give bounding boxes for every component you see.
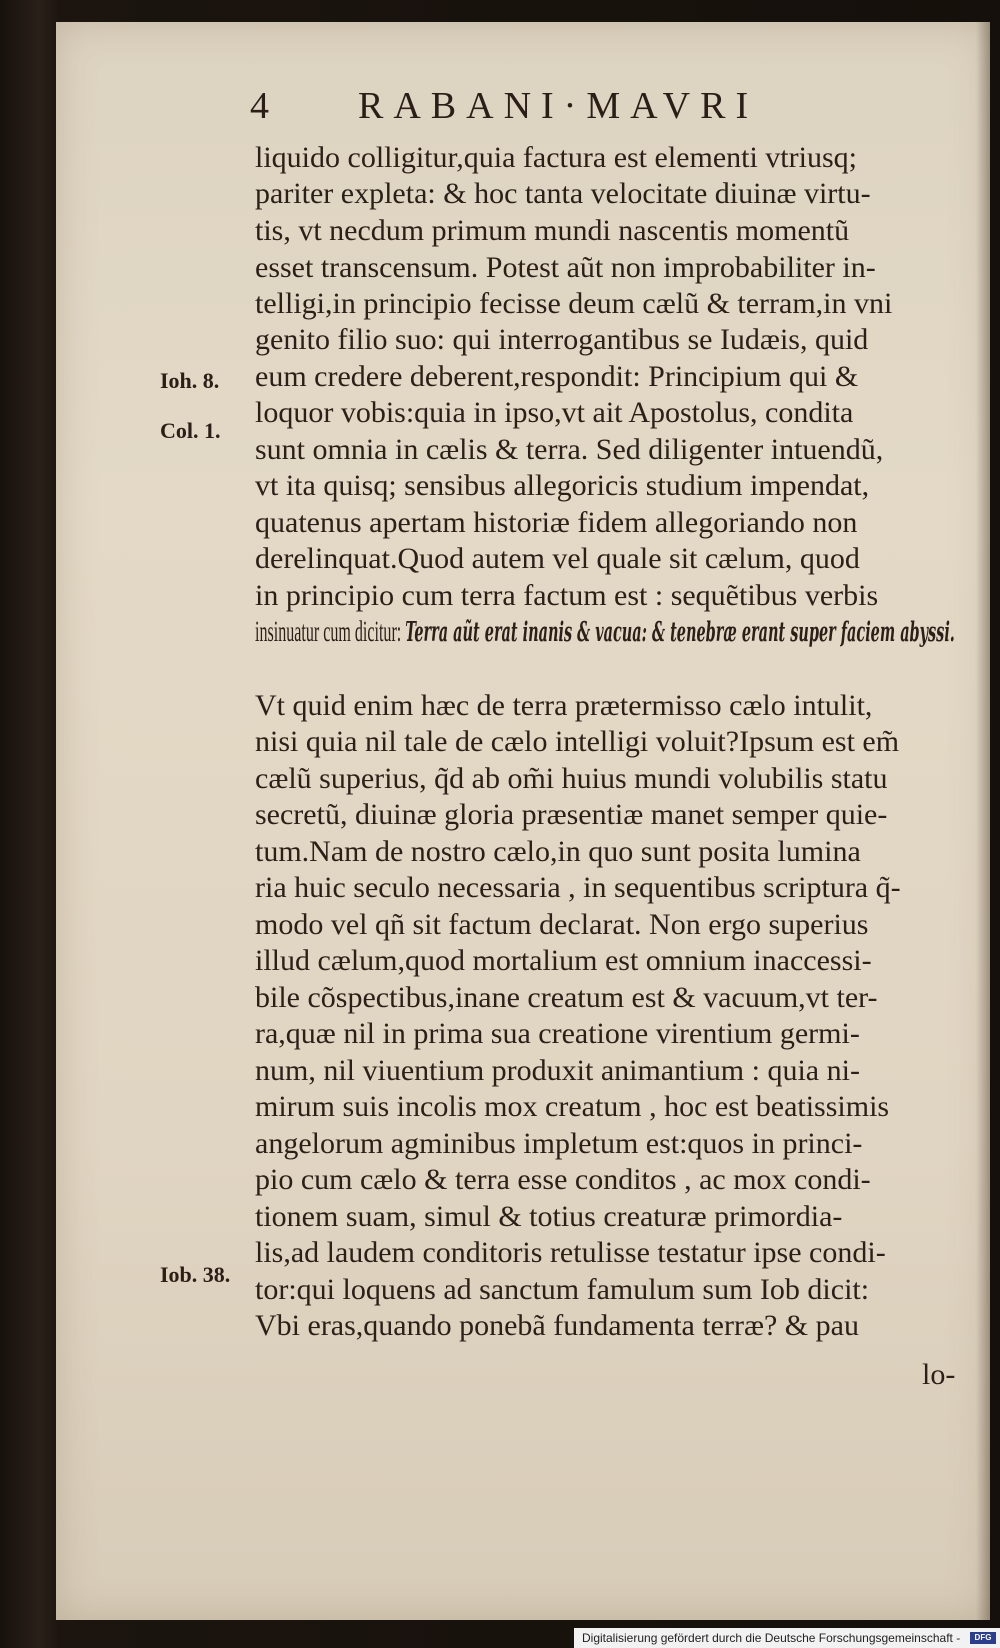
text-line: genito filio suo: qui interrogantibus se Iudæis, quid	[255, 323, 869, 356]
credit-text: Digitalisierung gefördert durch die Deutsche Forschungsgemeinschaft -	[582, 1631, 961, 1645]
text-line: mirum suis incolis mox creatum , hoc est beatissimis	[255, 1090, 890, 1123]
catchword: lo-	[922, 1358, 956, 1391]
text-line: tis, vt necdum primum mundi nascentis momentũ	[255, 214, 850, 247]
running-title: RABANI·MAVRI	[358, 85, 759, 127]
text-line: num, nil viuentium produxit animantium : quia ni-	[255, 1054, 860, 1087]
page-number: 4	[250, 85, 279, 127]
text-line: quatenus apertam historiæ fidem allegoriando non	[255, 506, 858, 539]
page-edge-shadow	[976, 22, 990, 1620]
page-header	[250, 84, 970, 134]
text-line: nisi quia nil tale de cælo intelligi voluit?Ipsum est em̃	[255, 725, 900, 758]
text-line: lis,ad laudem conditoris retulisse testatur ipse condi-	[255, 1236, 886, 1269]
text-line: Vbi eras,quando ponebã fundamenta terræ? & pau	[255, 1309, 859, 1342]
text-line-roman: insinuatur cum dicitur:	[255, 615, 402, 648]
text-line: ra,quæ nil in prima sua creatione virentium germi-	[255, 1017, 860, 1050]
digitization-credit	[574, 1628, 1000, 1648]
margin-note-colossians: Col. 1.	[160, 418, 221, 443]
text-line: liquido colligitur,quia factura est elementi vtriusq;	[255, 141, 857, 174]
text-line: angelorum agminibus impletum est:quos in princi-	[255, 1127, 863, 1160]
text-line: vt ita quisq; sensibus allegoricis studium impendat,	[255, 469, 870, 502]
blackletter-quotation: Terra aũt erat inanis & vacua: & tenebræ erant super faciem abyssi.	[405, 617, 955, 648]
text-line: cælũ superius, q̃d ab om̃i huius mundi volubilis statu	[255, 762, 888, 795]
text-line: telligi,in principio fecisse deum cælũ & terram,in vni	[255, 287, 893, 320]
text-line: eum credere deberent,respondit: Principium qui &	[255, 360, 859, 393]
text-line: tor:qui loquens ad sanctum famulum sum Iob dicit:	[255, 1273, 870, 1306]
text-line: derelinquat.Quod autem vel quale sit cælum, quod	[255, 542, 860, 575]
text-line: secretũ, diuinæ gloria præsentiæ manet semper quie-	[255, 798, 888, 831]
margin-note-job: Iob. 38.	[160, 1262, 231, 1287]
text-line: tionem suam, simul & totius creaturæ primordia-	[255, 1200, 843, 1233]
margin-note-john: Ioh. 8.	[160, 368, 220, 393]
text-line	[255, 612, 955, 652]
text-line: loquor vobis:quia in ipso,vt ait Apostolus, condita	[255, 396, 854, 429]
text-line: tum.Nam de nostro cælo,in quo sunt posita lumina	[255, 835, 861, 868]
text-line: sunt omnia in cælis & terra. Sed diligenter intuendũ,	[255, 433, 884, 466]
text-line: in principio cum terra factum est : sequẽtibus verbis	[255, 579, 879, 612]
text-line: ria huic seculo necessaria , in sequentibus scriptura q̃-	[255, 871, 901, 904]
text-line: bile cõspectibus,inane creatum est & vacuum,vt ter-	[255, 981, 878, 1014]
text-line: esset transcensum. Potest aũt non improbabiliter in-	[255, 251, 876, 284]
dfg-logo: DFG	[970, 1632, 996, 1644]
text-line: modo vel qñ sit factum declarat. Non ergo superius	[255, 908, 869, 941]
text-line: Vt quid enim hæc de terra prætermisso cælo intulit,	[255, 689, 873, 722]
text-line: pio cum cælo & terra esse conditos , ac mox condi-	[255, 1163, 871, 1196]
text-line: pariter expleta: & hoc tanta velocitate diuinæ virtu-	[255, 177, 871, 210]
text-line: illud cælum,quod mortalium est omnium inaccessi-	[255, 944, 872, 977]
